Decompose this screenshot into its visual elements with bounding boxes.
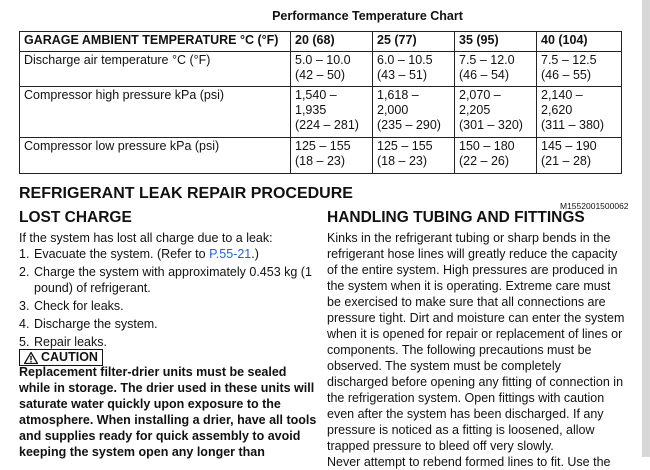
handling-heading: HANDLING TUBING AND FITTINGS xyxy=(327,209,585,226)
procedure-title: REFRIGERANT LEAK REPAIR PROCEDURE xyxy=(19,185,353,202)
table-cell: 7.5 – 12.5 (46 – 55) xyxy=(537,52,622,87)
page-edge xyxy=(642,0,650,457)
header-cell: 40 (104) xyxy=(537,32,622,52)
row-label: Discharge air temperature °C (°F) xyxy=(20,52,291,87)
step-list xyxy=(19,246,314,352)
table-cell: 150 – 180 (22 – 26) xyxy=(455,138,537,174)
header-cell: 35 (95) xyxy=(455,32,537,52)
table-cell: 2,070 – 2,205 (301 – 320) xyxy=(455,87,537,138)
handling-paragraph: Never attempt to rebend formed lines to fit. Use the xyxy=(327,455,611,469)
table-cell: 7.5 – 12.0 (46 – 54) xyxy=(455,52,537,87)
table-row xyxy=(20,87,622,138)
handling-body xyxy=(327,230,625,470)
table-cell: 1,618 – 2,000 (235 – 290) xyxy=(373,87,455,138)
table-header-row xyxy=(20,32,622,52)
table-row xyxy=(20,52,622,87)
list-item: 1. Evacuate the system. (Refer to P.55-21.) xyxy=(19,247,259,261)
table-cell: 125 – 155 (18 – 23) xyxy=(291,138,373,174)
performance-table xyxy=(19,31,622,174)
row-label: Compressor low pressure kPa (psi) xyxy=(20,138,291,174)
list-item: 2. Charge the system with approximately 0.453 kg (1 pound) of refrigerant. xyxy=(19,265,312,295)
document-id: M1552001500062 xyxy=(560,201,629,211)
header-cell: 20 (68) xyxy=(291,32,373,52)
table-cell: 145 – 190 (21 – 28) xyxy=(537,138,622,174)
table-cell: 6.0 – 10.5 (43 – 51) xyxy=(373,52,455,87)
lost-charge-heading: LOST CHARGE xyxy=(19,209,132,226)
chart-title: Performance Temperature Chart xyxy=(272,9,463,23)
table-cell: 5.0 – 10.0 (42 – 50) xyxy=(291,52,373,87)
table-cell: 2,140 – 2,620 (311 – 380) xyxy=(537,87,622,138)
table-cell: 125 – 155 (18 – 23) xyxy=(373,138,455,174)
header-cell: 25 (77) xyxy=(373,32,455,52)
table-row xyxy=(20,138,622,174)
warning-icon xyxy=(24,352,38,364)
list-item: 3. Check for leaks. xyxy=(19,299,124,313)
header-cell: GARAGE AMBIENT TEMPERATURE °C (°F) xyxy=(20,32,291,52)
caution-label: CAUTION xyxy=(41,350,98,364)
lost-charge-intro: If the system has lost all charge due to a leak: xyxy=(19,231,273,245)
row-label: Compressor high pressure kPa (psi) xyxy=(20,87,291,138)
caution-text: Replacement filter-drier units must be sealed while in storage. The drier used in these units will saturate water quickly upon exposure to the atmosphere. When installing a drier, have all tools and supplies ready for quick assembly to avoid keeping the system open any longer than xyxy=(19,365,317,459)
page-reference-link[interactable]: P.55-21 xyxy=(209,247,252,261)
list-item: 5. Repair leaks. xyxy=(19,335,107,349)
table-cell: 1,540 – 1,935 (224 – 281) xyxy=(291,87,373,138)
list-item: 4. Discharge the system. xyxy=(19,317,158,331)
handling-paragraph: Kinks in the refrigerant tubing or sharp bends in the refrigerant hose lines will greatly reduce the capacity of the entire system. High pressures are produced in the system when it is operating. Extreme care must be exercised to make sure that all connections are pressure tight. Dirt and moisture can enter the system when it is opened for repair or replacement of lines or components. The following precautions must be observed. The system must be completely discharged before opening any fitting of connection in the refrigeration system. Open fittings with caution even after the system has been discharged. If any pressure is noticed as a fitting is loosened, allow trapped pressure to bleed off very slowly. xyxy=(327,231,625,453)
